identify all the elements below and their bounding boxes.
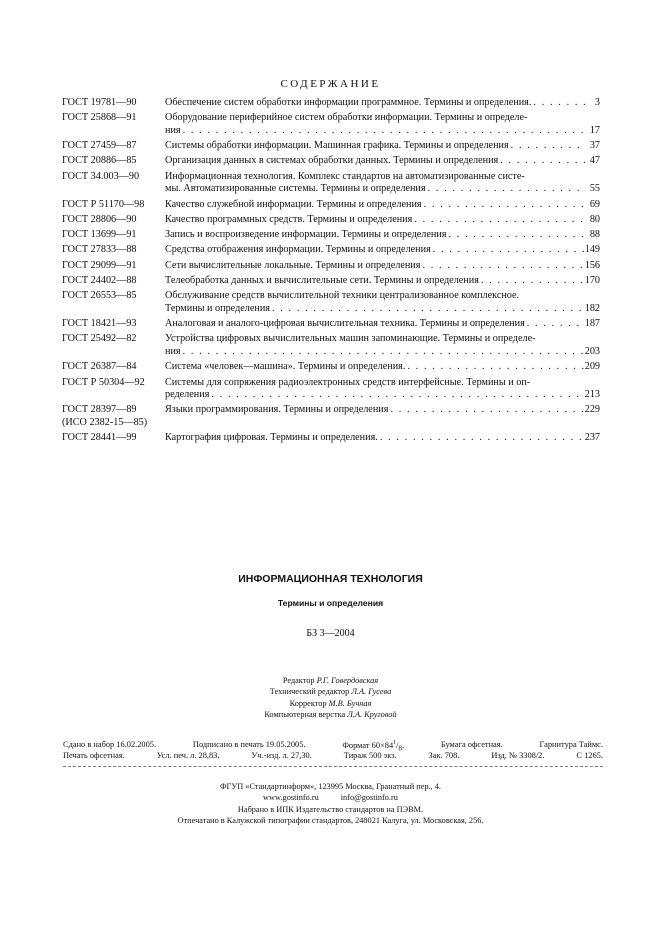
divider <box>63 766 603 767</box>
title-text: Средства отображения информации. Термины и определения <box>165 244 431 256</box>
standard-code: ГОСТ 13699—91 <box>62 229 137 241</box>
print-detail: Формат 60×84 <box>342 740 394 750</box>
standard-code: ГОСТ 34.003—90 <box>62 170 140 182</box>
toc-entry-code <box>62 333 165 358</box>
book-code: БЗ 3—2004 <box>306 628 355 639</box>
staff-role: Корректор <box>289 698 327 708</box>
standard-code: ГОСТ 28806—90 <box>62 213 137 225</box>
title-last-line <box>165 318 600 331</box>
print-details-line-2 <box>63 751 603 760</box>
toc-entry <box>62 432 600 445</box>
title-last-line <box>165 389 600 402</box>
toc-entry-code <box>62 377 165 402</box>
toc-entry-title[interactable] <box>165 260 600 273</box>
dot-leader <box>420 260 584 273</box>
staff-name: М.В. Бучная <box>328 698 372 708</box>
toc-entry <box>62 318 600 331</box>
page-number: 237 <box>584 432 600 444</box>
toc-entry <box>62 290 600 315</box>
toc-entry-title[interactable] <box>165 229 600 242</box>
print-detail: Печать офсетная. <box>63 751 125 760</box>
toc-entry-title[interactable] <box>165 244 600 257</box>
toc-entry <box>62 404 600 429</box>
toc-entry <box>62 112 600 137</box>
title-text: Языки программирования. Термины и определения <box>165 404 389 416</box>
title-last-line <box>165 303 600 316</box>
toc-entry-code <box>62 260 165 273</box>
toc-entry <box>62 244 600 257</box>
toc-entry-code <box>62 275 165 288</box>
toc-entry <box>62 377 600 402</box>
format-numerator: 1 <box>393 740 397 746</box>
print-detail: Гарнитура Таймс. <box>539 740 603 749</box>
title-last-line <box>165 404 600 417</box>
book-title: ИНФОРМАЦИОННАЯ ТЕХНОЛОГИЯ <box>238 573 423 585</box>
title-last-line <box>165 125 600 138</box>
title-text: Система «человек—машина». Термины и определения. <box>165 361 406 373</box>
print-detail: Бумага офсетная. <box>440 740 503 749</box>
format-denominator: 8 <box>398 744 402 753</box>
toc-entry-code <box>62 140 165 153</box>
toc-entry-title[interactable] <box>165 290 600 315</box>
dot-leader <box>447 229 587 242</box>
page-number: 69 <box>589 198 600 210</box>
print-detail: Сдано в набор 16.02.2005. <box>63 740 157 749</box>
page-number: 80 <box>589 213 600 225</box>
standard-code: ГОСТ 27459—87 <box>62 140 137 152</box>
standard-code: ГОСТ Р 51170—98 <box>62 198 145 210</box>
toc-entry-title[interactable] <box>165 171 600 196</box>
standard-code: ГОСТ 28397—89 <box>62 404 137 416</box>
page-number: 37 <box>589 140 600 152</box>
page-number: 209 <box>584 361 600 373</box>
toc-entry-code <box>62 290 165 315</box>
printed-note: Отпечатано в Калужской типографии стандартов, 248021 Калуга, ул. Московская, 256. <box>177 816 484 826</box>
dot-leader <box>426 183 586 196</box>
title-text: ния <box>165 124 181 136</box>
title-text: Системы обработки информации. Машинная графика. Термины и определения <box>165 140 509 152</box>
title-last-line <box>165 260 600 273</box>
dot-leader <box>509 140 586 153</box>
publisher-contacts <box>0 792 661 803</box>
title-text: Обеспечение систем обработки информации программное. Термины и определения. <box>165 97 532 108</box>
format-fraction: $^1/_8$. <box>393 740 405 753</box>
print-detail: Подписано в печать 19.05.2005. <box>192 740 306 749</box>
publisher-address: ФГУП «Стандартинформ», 123995 Москва, Гранатный пер., 4. <box>220 782 441 791</box>
toc-entry-title[interactable] <box>165 155 600 168</box>
toc-entry-title[interactable] <box>165 275 600 288</box>
standard-code: ГОСТ 18421—93 <box>62 318 137 330</box>
dot-leader <box>479 275 585 288</box>
toc-entry <box>62 97 600 110</box>
title-text: Термины и определения <box>165 302 270 314</box>
title-text: ределения <box>165 389 210 401</box>
toc-entry-code <box>62 244 165 257</box>
page-number: 17 <box>589 124 600 136</box>
staff-name: Л.А. Гусева <box>351 687 392 697</box>
standard-code: ГОСТ 28441—99 <box>62 432 137 444</box>
print-detail: С 1265. <box>576 751 603 760</box>
page-number: 47 <box>589 155 600 167</box>
toc-entry-title[interactable] <box>165 404 600 429</box>
toc-entry-title[interactable] <box>165 140 600 153</box>
dot-leader <box>531 97 586 110</box>
title-last-line <box>165 183 600 196</box>
publisher-website[interactable]: www.gostinfo.ru <box>263 793 319 803</box>
title-line: Информационная технология. Комплекс стандартов на автоматизированные систе- <box>165 170 525 182</box>
toc-entry-code <box>62 432 165 445</box>
toc-entry-code <box>62 171 165 196</box>
title-text: Качество служебной информации. Термины и определения <box>165 198 422 210</box>
toc-entry <box>62 199 600 212</box>
title-line: Системы для сопряжения радиоэлектронных средств интерфейсные. Термины и оп- <box>165 376 531 388</box>
title-last-line <box>165 155 600 168</box>
page-number: 213 <box>584 389 600 401</box>
title-text: Сети вычислительные локальные. Термины и определения <box>165 259 421 271</box>
staff-line <box>0 709 661 720</box>
page-number: 187 <box>584 318 600 330</box>
staff-line <box>0 675 661 686</box>
staff-name: Р.Г. Говердовская <box>316 676 379 685</box>
staff-name: Л.А. Круговой <box>347 709 397 719</box>
page-number: 182 <box>584 302 600 314</box>
title-text: ния <box>165 346 181 358</box>
print-detail: Зак. 708. <box>428 751 460 760</box>
page-number: 156 <box>584 259 600 271</box>
title-last-line <box>165 214 600 227</box>
page-number: 170 <box>584 275 600 286</box>
toc-entry-code <box>62 229 165 242</box>
typeset-note: Набрано в ИПК Издательство стандартов на ПЭВМ. <box>237 804 424 814</box>
toc-entry-code <box>62 214 165 227</box>
standard-code: ГОСТ 24402—88 <box>62 275 137 286</box>
print-detail: Усл. печ. л. 28,83. <box>156 751 220 760</box>
title-text: Картография цифровая. Термины и определения. <box>165 432 378 444</box>
dot-leader <box>378 432 585 445</box>
print-detail: Уч.-изд. л. 27,30. <box>251 751 312 760</box>
standard-code: ГОСТ 26553—85 <box>62 290 137 302</box>
toc-entry-title[interactable] <box>165 432 600 445</box>
dot-leader <box>405 361 584 374</box>
standard-code: ГОСТ 25492—82 <box>62 333 137 345</box>
book-subtitle: Термины и определения <box>277 598 384 608</box>
toc-entry-code <box>62 155 165 168</box>
title-text: Запись и воспроизведение информации. Термины и определения <box>165 229 447 241</box>
print-detail: Изд. № 3308/2. <box>491 751 545 760</box>
dot-leader <box>525 318 585 331</box>
dot-leader <box>270 303 585 316</box>
toc-entry <box>62 333 600 358</box>
toc-entry-title[interactable] <box>165 112 600 137</box>
title-text: Организация данных в системах обработки данных. Термины и определения <box>165 155 499 167</box>
dot-leader <box>388 404 584 417</box>
dot-leader <box>422 199 586 212</box>
toc-entry-code <box>62 404 165 429</box>
toc-entry-title[interactable] <box>165 97 600 110</box>
toc-entry-title[interactable] <box>165 214 600 227</box>
toc-entry-title[interactable] <box>165 377 600 402</box>
editorial-staff <box>0 675 661 720</box>
standard-code: ГОСТ 26387—84 <box>62 361 137 373</box>
title-last-line <box>165 229 600 242</box>
standard-code: ГОСТ 20886—85 <box>62 155 137 167</box>
title-last-line <box>165 275 600 288</box>
staff-line <box>0 686 661 697</box>
title-text: Телеобработка данных и вычислительные сети. Термины и определения <box>165 275 479 286</box>
staff-role: Технический редактор <box>269 687 350 697</box>
toc-entry <box>62 229 600 242</box>
staff-line <box>0 698 661 709</box>
toc-entry <box>62 140 600 153</box>
toc-entry <box>62 275 600 288</box>
publisher-info <box>0 781 661 827</box>
print-detail: Тираж 500 экз. <box>343 751 397 760</box>
title-last-line <box>165 346 600 359</box>
title-last-line <box>165 140 600 153</box>
publisher-email[interactable]: info@gostinfo.ru <box>340 793 398 803</box>
title-text: Качество программных средств. Термины и определения <box>165 213 413 225</box>
standard-code-secondary: (ИСО 2382-15—85) <box>62 417 148 429</box>
standard-code: ГОСТ 29099—91 <box>62 259 137 271</box>
toc-entry <box>62 214 600 227</box>
title-text: Аналоговая и аналого-цифровая вычислительная техника. Термины и определения <box>165 318 525 330</box>
toc-entry <box>62 155 600 168</box>
page-number: 203 <box>584 346 600 358</box>
toc-entry <box>62 260 600 273</box>
toc-entry-code <box>62 361 165 374</box>
dot-leader <box>412 214 586 227</box>
title-last-line <box>165 244 600 257</box>
staff-role: Компьютерная верстка <box>264 709 346 719</box>
title-line: Обслуживание средств вычислительной техники централизованное комплексное. <box>165 290 520 302</box>
table-of-contents <box>62 97 600 448</box>
page-number: 3 <box>594 97 600 108</box>
title-last-line <box>165 432 600 445</box>
dot-leader <box>181 346 585 359</box>
title-text: мы. Автоматизированные системы. Термины и определения <box>165 183 426 195</box>
toc-entry-code <box>62 199 165 212</box>
standard-code: ГОСТ 19781—90 <box>62 97 137 108</box>
page-number: 229 <box>584 404 600 416</box>
toc-entry-title[interactable] <box>165 361 600 374</box>
toc-entry <box>62 361 600 374</box>
toc-entry-title[interactable] <box>165 199 600 212</box>
title-line: Устройства цифровых вычислительных машин запоминающие. Термины и определе- <box>165 333 536 345</box>
dot-leader <box>181 125 586 138</box>
toc-title: СОДЕРЖАНИЕ <box>280 78 381 90</box>
title-last-line <box>165 97 600 110</box>
toc-entry-code <box>62 97 165 110</box>
standard-code: ГОСТ 27833—88 <box>62 244 137 256</box>
toc-entry-title[interactable] <box>165 333 600 358</box>
toc-entry <box>62 171 600 196</box>
page-number: 88 <box>589 229 600 241</box>
dot-leader <box>209 389 584 402</box>
page-number: 149 <box>584 244 600 256</box>
toc-entry-code <box>62 318 165 331</box>
dot-leader <box>431 244 585 257</box>
standard-code: ГОСТ Р 50304—92 <box>62 376 145 388</box>
toc-entry-code <box>62 112 165 137</box>
toc-entry-title[interactable] <box>165 318 600 331</box>
page-number: 55 <box>589 183 600 195</box>
standard-code: ГОСТ 25868—91 <box>62 112 137 124</box>
title-line: Оборудование периферийное систем обработки информации. Термины и определе- <box>165 112 528 124</box>
dot-leader <box>498 155 586 168</box>
title-last-line <box>165 361 600 374</box>
staff-role: Редактор <box>282 676 315 685</box>
title-last-line <box>165 199 600 212</box>
